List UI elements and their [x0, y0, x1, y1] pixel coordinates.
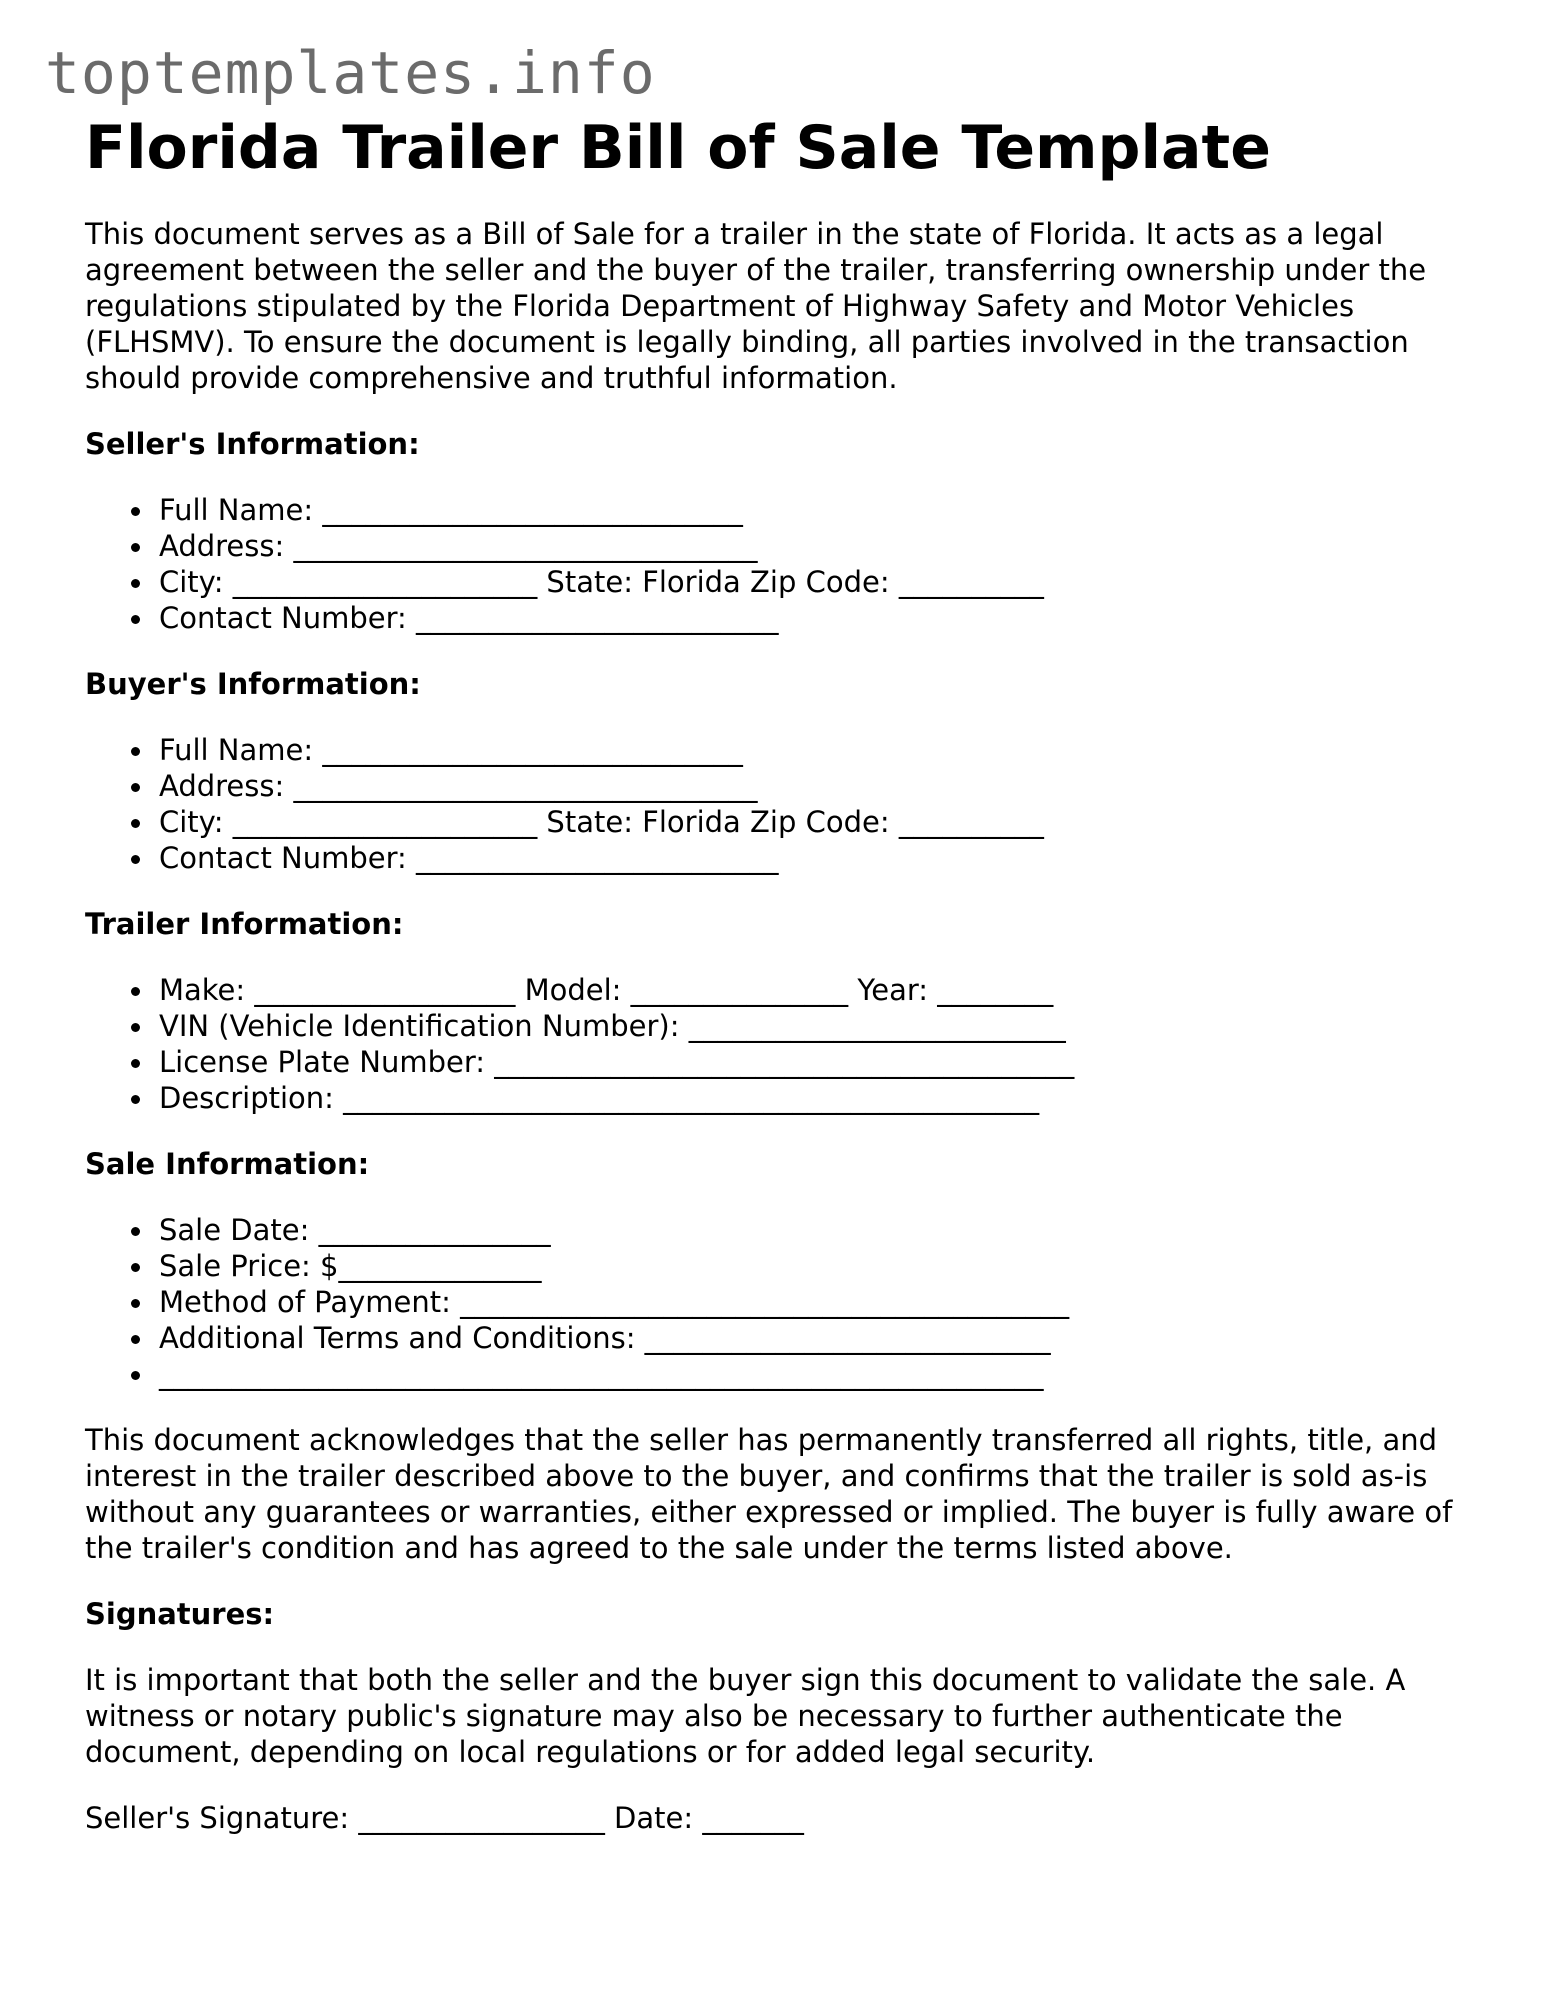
- document-page: [85, 108, 1485, 1836]
- additional-terms-line: _____________________________________________________________: [159, 1356, 1485, 1392]
- trailer-make-model-year-field: Make: __________________ Model: _______________ Year: ________: [159, 972, 1485, 1008]
- buyer-contact-field: Contact Number: _________________________: [159, 840, 1485, 876]
- seller-city-state-zip-field: City: _____________________ State: Florida Zip Code: __________: [159, 564, 1485, 600]
- seller-heading: Seller's Information:: [85, 427, 420, 461]
- buyer-address-field: Address: ________________________________: [159, 768, 1485, 804]
- sale-date-field: Sale Date: ________________: [159, 1212, 1485, 1248]
- seller-address-field: Address: ________________________________: [159, 528, 1485, 564]
- watermark: toptemplates.info: [45, 39, 656, 107]
- signatures-heading: Signatures:: [85, 1597, 275, 1631]
- seller-signature-line: Seller's Signature: _________________ Date: _______: [85, 1801, 804, 1835]
- buyer-heading: Buyer's Information:: [85, 667, 421, 701]
- sale-list: [85, 1212, 1485, 1392]
- seller-list: [85, 492, 1485, 636]
- buyer-city-state-zip-field: City: _____________________ State: Florida Zip Code: __________: [159, 804, 1485, 840]
- buyer-list: [85, 732, 1485, 876]
- buyer-full-name-field: Full Name: _____________________________: [159, 732, 1485, 768]
- trailer-vin-field: VIN (Vehicle Identification Number): __________________________: [159, 1008, 1485, 1044]
- trailer-heading: Trailer Information:: [85, 907, 404, 941]
- intro-paragraph: This document serves as a Bill of Sale for a trailer in the state of Florida. It acts as a legal agreement between the seller and the buyer of the trailer, transferring ownership under the regulations stipulated by the Florida Department of Highway Safety and Motor Vehicles (FLHSMV). To ensure the document is legally binding, all parties involved in the transaction should provide comprehensive and truthful information.: [85, 217, 1427, 395]
- seller-full-name-field: Full Name: _____________________________: [159, 492, 1485, 528]
- trailer-list: [85, 972, 1485, 1116]
- sale-heading: Sale Information:: [85, 1147, 370, 1181]
- signatures-paragraph: It is important that both the seller and the buyer sign this document to validate the sale. A witness or notary public's signature may also be necessary to further authenticate the document, depending on local regulations or for added legal security.: [85, 1663, 1406, 1769]
- seller-contact-field: Contact Number: _________________________: [159, 600, 1485, 636]
- trailer-description-field: Description: ________________________________________________: [159, 1080, 1485, 1116]
- trailer-license-plate-field: License Plate Number: ________________________________________: [159, 1044, 1485, 1080]
- acknowledgement-paragraph: This document acknowledges that the seller has permanently transferred all rights, title, and interest in the trailer described above to the buyer, and confirms that the trailer is sold as-is without any guarantees or warranties, either expressed or implied. The buyer is fully aware of the trailer's condition and has agreed to the sale under the terms listed above.: [85, 1423, 1453, 1565]
- sale-price-field: Sale Price: $______________: [159, 1248, 1485, 1284]
- additional-terms-field: Additional Terms and Conditions: ____________________________: [159, 1320, 1485, 1356]
- payment-method-field: Method of Payment: __________________________________________: [159, 1284, 1485, 1320]
- document-title: Florida Trailer Bill of Sale Template: [85, 113, 1271, 183]
